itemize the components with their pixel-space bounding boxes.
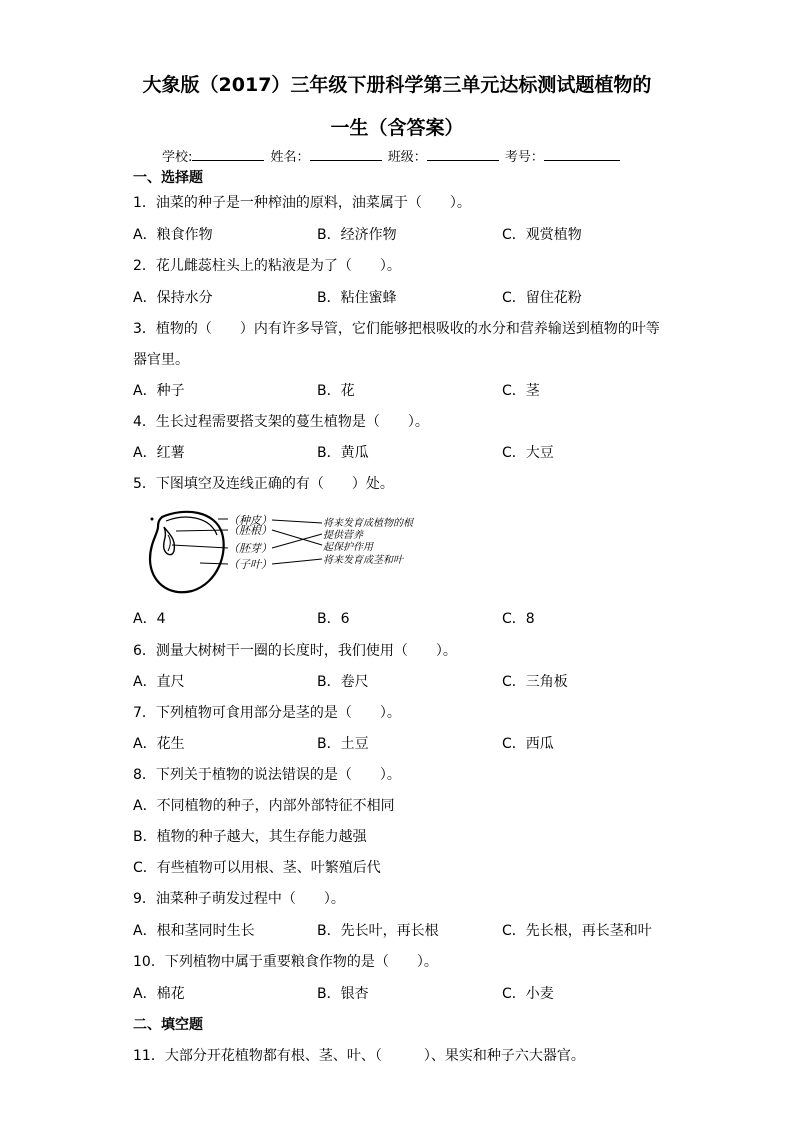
section-heading-choice: 一、选择题 (133, 170, 203, 186)
option-b[interactable]: B．经济作物 (317, 227, 397, 243)
diagram-function-protection: 起保护作用 (323, 542, 373, 553)
question-5: 5．下图填空及连线正确的有（ ）处。 (133, 476, 394, 492)
option-c[interactable]: C．小麦 (502, 986, 554, 1002)
option-c[interactable]: C．西瓜 (502, 736, 554, 752)
question-11: 11．大部分开花植物都有根、茎、叶、（ ）、果实和种子六大器官。 (133, 1048, 585, 1064)
name-blank[interactable] (310, 148, 382, 161)
diagram-label-radicle: （胚根） (228, 524, 272, 537)
question-6: 6．测量大树树干一圈的长度时，我们使用（ ）。 (133, 643, 457, 659)
student-info-row (162, 146, 622, 165)
option-a[interactable]: A．棉花 (133, 986, 185, 1002)
option-c[interactable]: C．三角板 (502, 674, 568, 690)
question-10: 10．下列植物中属于重要粮食作物的是（ ）。 (133, 954, 438, 970)
document-title-line1: 大象版（2017）三年级下册科学第三单元达标测试题植物的 (142, 74, 652, 96)
option-a[interactable]: A．直尺 (133, 674, 185, 690)
document-title-line2: 一生（含答案） (330, 117, 464, 139)
question-3-continued: 器官里。 (133, 352, 189, 368)
question-3: 3．植物的（ ）内有许多导管，它们能够把根吸收的水分和营养输送到植物的叶等 (133, 321, 660, 337)
option-a[interactable]: A．不同植物的种子，内部外部特征不相同 (133, 798, 395, 814)
option-a[interactable]: A．粮食作物 (133, 227, 213, 243)
name-label: 姓名： (270, 150, 310, 165)
option-b[interactable]: B．植物的种子越大，其生存能力越强 (133, 829, 367, 845)
question-7: 7．下列植物可食用部分是茎的是（ ）。 (133, 705, 401, 721)
school-blank[interactable] (192, 148, 264, 161)
option-b[interactable]: B．黄瓜 (317, 445, 369, 461)
option-c[interactable]: C．有些植物可以用根、茎、叶繁殖后代 (133, 860, 381, 876)
seed-coat-inner (166, 517, 217, 535)
seed-structure-diagram (140, 505, 440, 597)
class-label: 班级： (387, 150, 427, 165)
diagram-label-plumule: （胚芽） (228, 542, 272, 555)
connect-line (272, 534, 322, 548)
option-c[interactable]: C．先长根，再长茎和叶 (502, 923, 652, 939)
embryo (164, 527, 175, 555)
question-2: 2．花儿雌蕊柱头上的粘液是为了（ ）。 (133, 258, 401, 274)
option-a[interactable]: A．红薯 (133, 445, 185, 461)
option-a[interactable]: A．根和茎同时生长 (133, 923, 255, 939)
option-c[interactable]: C．观赏植物 (502, 227, 582, 243)
section-heading-fill-blank: 二、填空题 (133, 1017, 203, 1033)
diagram-function-stem-leaf: 将来发育成茎和叶 (323, 555, 403, 566)
question-9: 9．油菜种子萌发过程中（ ）。 (133, 891, 345, 907)
option-b[interactable]: B．粘住蜜蜂 (317, 290, 397, 306)
diagram-function-nutrition: 提供营养 (323, 530, 363, 541)
option-a[interactable]: A．花生 (133, 736, 185, 752)
option-b[interactable]: B．卷尺 (317, 674, 369, 690)
option-a[interactable]: A．保持水分 (133, 290, 213, 306)
option-b[interactable]: B．银杏 (317, 986, 369, 1002)
question-4: 4．生长过程需要搭支架的蔓生植物是（ ）。 (133, 414, 429, 430)
diagram-label-cotyledon: （子叶） (228, 558, 272, 571)
option-c[interactable]: C．大豆 (502, 445, 554, 461)
option-b[interactable]: B．花 (317, 383, 355, 399)
seed-outline (150, 512, 224, 592)
option-a[interactable]: A．种子 (133, 383, 185, 399)
diagram-function-root: 将来发育成植物的根 (323, 518, 413, 529)
option-b[interactable]: B．6 (317, 611, 350, 627)
school-label: 学校: (162, 150, 193, 165)
diagram-label-seed-coat: （种皮） (228, 514, 272, 527)
class-blank[interactable] (427, 148, 499, 161)
option-b[interactable]: B．先长叶，再长根 (317, 923, 439, 939)
question-8: 8．下列关于植物的说法错误的是（ ）。 (133, 767, 401, 783)
option-c[interactable]: C．8 (502, 611, 535, 627)
connect-line (272, 559, 322, 564)
connect-line (272, 530, 322, 545)
option-c[interactable]: C．留住花粉 (502, 290, 582, 306)
option-b[interactable]: B．土豆 (317, 736, 369, 752)
number-blank[interactable] (544, 148, 620, 161)
option-a[interactable]: A．4 (133, 611, 166, 627)
question-1: 1．油菜的种子是一种榨油的原料，油菜属于（ ）。 (133, 195, 471, 211)
option-c[interactable]: C．茎 (502, 383, 540, 399)
number-label: 考号： (504, 150, 544, 165)
connect-line (272, 520, 322, 523)
